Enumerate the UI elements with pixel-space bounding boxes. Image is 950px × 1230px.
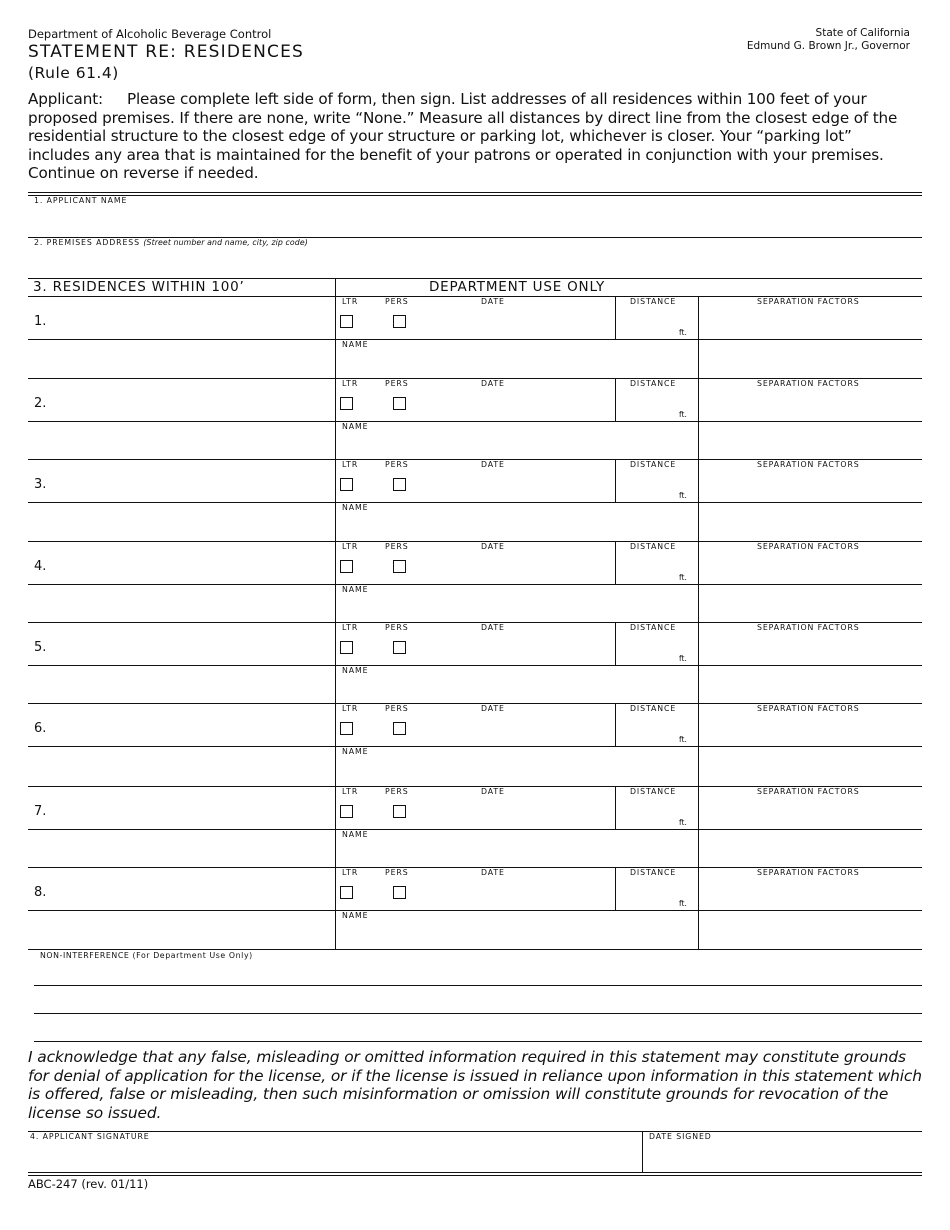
name-field[interactable] [336,594,697,622]
ltr-label: LTR [342,787,359,796]
pers-checkbox[interactable] [393,722,406,735]
row-mid-rule [28,910,922,911]
non-interference-line-2[interactable] [34,1013,922,1014]
distance-divider [615,542,616,584]
name-label: NAME [342,666,369,675]
separation-divider [698,296,699,950]
name-field[interactable] [336,756,697,784]
name-label: NAME [342,340,369,349]
instructions-text: Please complete left side of form, then sign. List addresses of all residences within 100 feet of your proposed premises. If there are none, write “None.” Measure all distances by direct line from the closest edge of the residential structure to the closest edge of your structure or parking lot, whichever is closer. Your “parking lot” includes any area that is maintained for the benefit of your patrons or operated in conjunction with your premises. Continue on reverse if needed. [28,90,898,182]
separation-factors-label: SEPARATION FACTORS [757,868,860,877]
distance-unit: ft. [679,573,687,582]
distance-label: DISTANCE [630,704,677,713]
residence-address-field-2[interactable] [28,910,334,948]
residence-address-field-2[interactable] [28,584,334,622]
separation-factors-label: SEPARATION FACTORS [757,704,860,713]
ltr-label: LTR [342,460,359,469]
separation-factors-label: SEPARATION FACTORS [757,787,860,796]
top-rule-2 [28,195,922,196]
separation-factors-label: SEPARATION FACTORS [757,623,860,632]
ltr-label: LTR [342,297,359,306]
ltr-checkbox[interactable] [340,315,353,328]
pers-checkbox[interactable] [393,397,406,410]
signature-label: 4. APPLICANT SIGNATURE [30,1132,150,1141]
row-mid-rule [28,339,922,340]
separation-factors-label: SEPARATION FACTORS [757,542,860,551]
non-interference-line-3[interactable] [34,1041,922,1042]
distance-divider [615,868,616,910]
instructions [28,90,908,183]
date-label: DATE [481,787,505,796]
signature-divider [642,1131,643,1173]
applicant-name-label: 1. APPLICANT NAME [34,196,128,205]
row-mid-rule [28,421,922,422]
ltr-checkbox[interactable] [340,397,353,410]
signature-bottom-rule [28,1172,922,1173]
residence-address-field[interactable] [28,868,334,909]
ltr-checkbox[interactable] [340,560,353,573]
non-interference-line-1[interactable] [34,985,922,986]
name-field[interactable] [336,512,697,540]
distance-label: DISTANCE [630,297,677,306]
form-number: ABC-247 (rev. 01/11) [28,1177,149,1191]
date-label: DATE [481,542,505,551]
section3-bottom-rule [28,949,922,950]
residence-address-field-2[interactable] [28,421,334,459]
row-mid-rule [28,746,922,747]
signature-field[interactable] [28,1142,640,1172]
distance-unit: ft. [679,491,687,500]
separation-factors-label: SEPARATION FACTORS [757,460,860,469]
governor-name: Edmund G. Brown Jr., Governor [746,39,910,52]
ltr-label: LTR [342,704,359,713]
distance-divider [615,623,616,665]
date-label: DATE [481,868,505,877]
row-mid-rule [28,665,922,666]
name-label: NAME [342,747,369,756]
name-label: NAME [342,911,369,920]
instructions-label: Applicant: [28,90,103,108]
residence-address-field-2[interactable] [28,746,334,784]
date-label: DATE [481,460,505,469]
date-signed-label: DATE SIGNED [649,1132,712,1141]
date-label: DATE [481,704,505,713]
name-field[interactable] [336,349,697,377]
non-interference-label: NON-INTERFERENCE (For Department Use Only) [40,951,253,960]
ltr-checkbox[interactable] [340,478,353,491]
department-name: Department of Alcoholic Beverage Control [28,27,272,41]
applicant-name-field[interactable] [28,205,922,235]
distance-divider [615,297,616,339]
row-mid-rule [28,502,922,503]
signature-top-rule [28,1131,922,1132]
distance-label: DISTANCE [630,542,677,551]
residence-address-field[interactable] [28,623,334,664]
date-label: DATE [481,623,505,632]
signature-bottom-rule-2 [28,1175,922,1176]
pers-label: PERS [385,787,409,796]
premises-address-label: 2. PREMISES ADDRESS (Street number and name, city, zip code) [34,238,308,247]
name-label: NAME [342,585,369,594]
pers-label: PERS [385,868,409,877]
row-number: 4. [34,559,47,574]
distance-unit: ft. [679,818,687,827]
form-title: STATEMENT RE: RESIDENCES [28,42,304,62]
pers-label: PERS [385,379,409,388]
row-number: 5. [34,640,47,655]
distance-label: DISTANCE [630,460,677,469]
pers-checkbox[interactable] [393,886,406,899]
pers-label: PERS [385,623,409,632]
pers-checkbox[interactable] [393,315,406,328]
distance-unit: ft. [679,410,687,419]
row-number: 8. [34,885,47,900]
distance-unit: ft. [679,328,687,337]
acknowledgement: I acknowledge that any false, misleading or omitted information required in this statement may constitute grounds for denial of application for the license, or if the license is issued in reliance upon information in this statement which is offered, false or misleading, then such misinformation or omission will constitute grounds for revocation of the license so issued. [28,1048,922,1122]
distance-divider [615,704,616,746]
row-number: 1. [34,314,47,329]
row-number: 3. [34,477,47,492]
distance-unit: ft. [679,735,687,744]
row-number: 2. [34,396,47,411]
name-label: NAME [342,503,369,512]
ltr-label: LTR [342,868,359,877]
separation-factors-label: SEPARATION FACTORS [757,379,860,388]
name-field[interactable] [336,675,697,703]
residence-address-field[interactable] [28,297,334,338]
state-block [747,27,910,52]
name-field[interactable] [336,431,697,459]
state-name: State of California [815,27,910,39]
residence-address-field-2[interactable] [28,502,334,540]
pers-label: PERS [385,542,409,551]
name-field[interactable] [336,920,697,948]
residence-address-field-2[interactable] [28,339,334,377]
residence-address-field[interactable] [28,787,334,828]
name-field[interactable] [336,839,697,867]
section3-title: 3. RESIDENCES WITHIN 100’ [33,279,245,295]
form-rule: (Rule 61.4) [28,64,119,82]
date-label: DATE [481,297,505,306]
residence-address-field-2[interactable] [28,665,334,703]
name-label: NAME [342,830,369,839]
residence-address-field[interactable] [28,460,334,501]
ltr-label: LTR [342,623,359,632]
ltr-checkbox[interactable] [340,805,353,818]
distance-label: DISTANCE [630,379,677,388]
residence-address-field[interactable] [28,379,334,420]
distance-unit: ft. [679,654,687,663]
date-signed-field[interactable] [645,1142,921,1172]
residence-address-field[interactable] [28,542,334,583]
pers-label: PERS [385,460,409,469]
pers-checkbox[interactable] [393,478,406,491]
ltr-checkbox[interactable] [340,886,353,899]
pers-checkbox[interactable] [393,805,406,818]
pers-label: PERS [385,297,409,306]
pers-label: PERS [385,704,409,713]
distance-label: DISTANCE [630,868,677,877]
department-use-only: DEPARTMENT USE ONLY [428,279,606,295]
residence-address-field-2[interactable] [28,829,334,867]
ltr-checkbox[interactable] [340,641,353,654]
distance-unit: ft. [679,899,687,908]
date-label: DATE [481,379,505,388]
row-number: 6. [34,721,47,736]
premises-address-hint: (Street number and name, city, zip code) [143,238,308,247]
ltr-label: LTR [342,542,359,551]
residence-address-field[interactable] [28,704,334,745]
distance-label: DISTANCE [630,623,677,632]
row-mid-rule [28,584,922,585]
distance-divider [615,460,616,502]
ltr-checkbox[interactable] [340,722,353,735]
ltr-label: LTR [342,379,359,388]
pers-checkbox[interactable] [393,560,406,573]
row-mid-rule [28,829,922,830]
distance-divider [615,379,616,421]
distance-label: DISTANCE [630,787,677,796]
name-label: NAME [342,422,369,431]
top-rule [28,192,922,193]
row-number: 7. [34,804,47,819]
separation-factors-label: SEPARATION FACTORS [757,297,860,306]
premises-address-field[interactable] [28,248,922,276]
distance-divider [615,787,616,829]
pers-checkbox[interactable] [393,641,406,654]
